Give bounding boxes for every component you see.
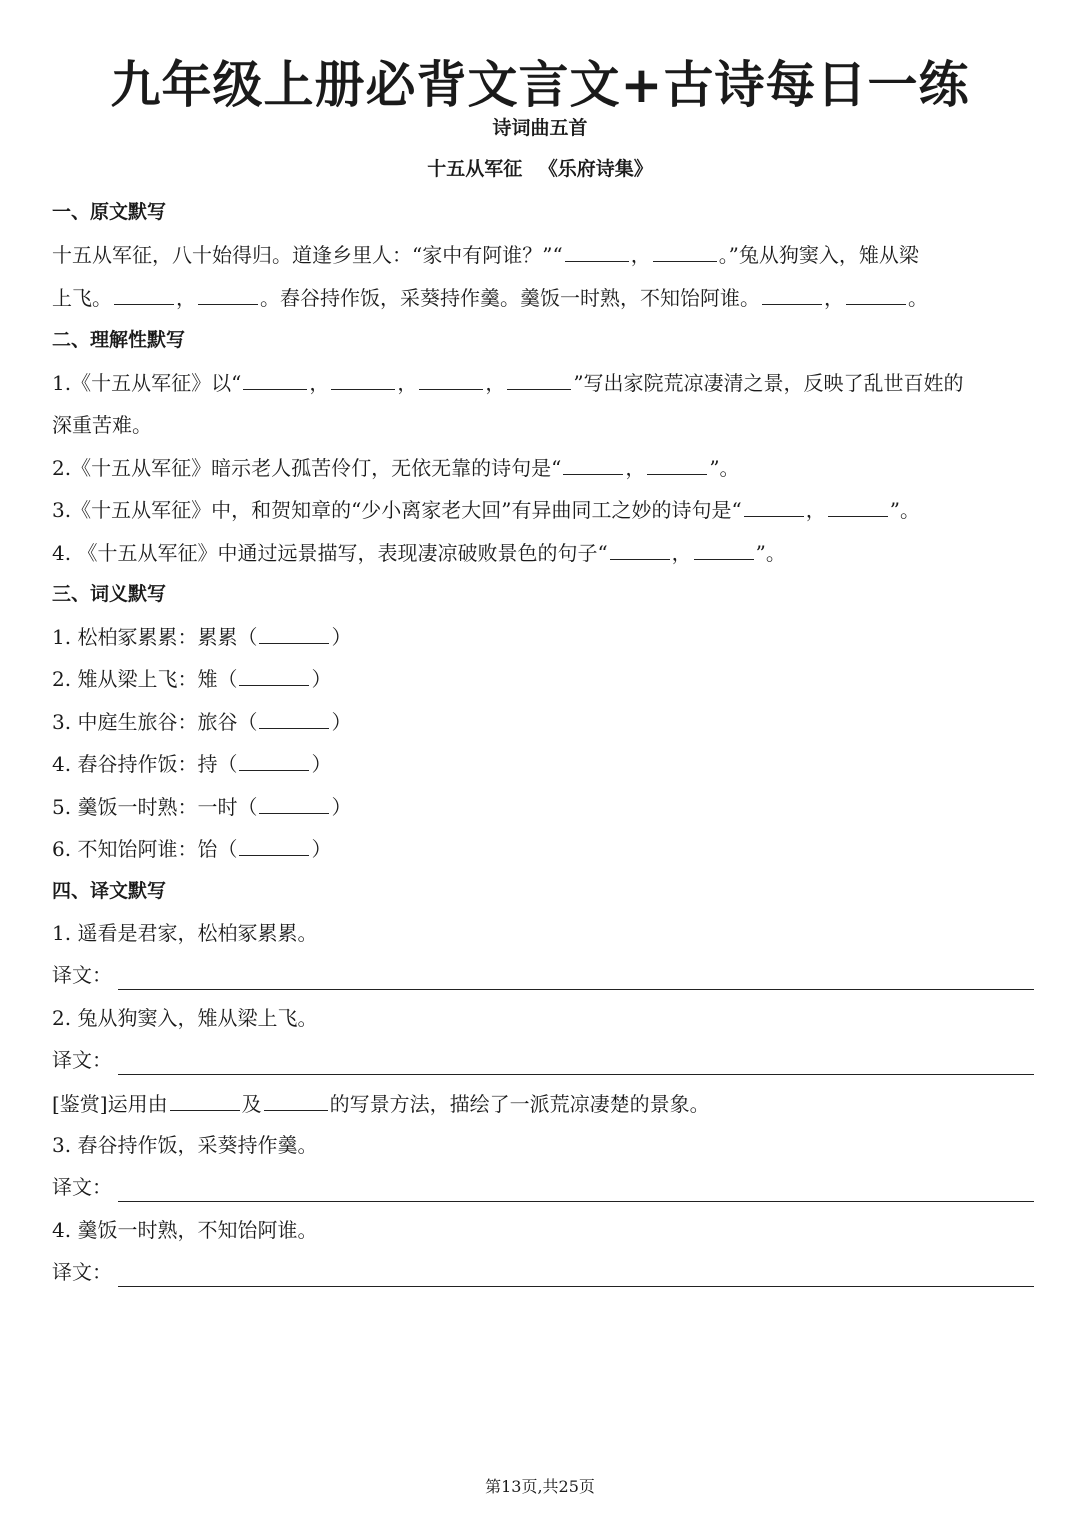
translation-sentence-1: 1. 遥看是君家，松柏冢累累。 — [52, 921, 318, 945]
fill-blank[interactable] — [259, 791, 329, 814]
fill-blank[interactable] — [419, 367, 483, 390]
question-text: ， — [625, 456, 646, 480]
understanding-question-1 — [52, 367, 1034, 398]
fill-blank[interactable] — [243, 367, 307, 390]
recite-text: ， — [824, 286, 844, 310]
word-meaning-item — [52, 748, 1034, 779]
item-number: 3. — [52, 710, 72, 734]
item-text: ） — [311, 667, 332, 691]
fill-blank[interactable] — [198, 282, 258, 305]
translation-answer-row — [52, 1045, 1034, 1075]
question-text: ， — [671, 541, 692, 565]
word-meaning-item — [52, 833, 1034, 864]
question-text: 4. 《十五从军征》中通过远景描写，表现凄凉破败景色的句子“ — [52, 541, 608, 565]
understanding-question-2 — [52, 452, 1034, 483]
question-text: ， — [309, 371, 330, 395]
question-text: ， — [485, 371, 506, 395]
word-meaning-item — [52, 791, 1034, 822]
appreciation-text: 的写景方法，描绘了一派荒凉凄楚的景象。 — [329, 1092, 710, 1116]
fill-blank[interactable] — [170, 1088, 240, 1111]
fill-blank[interactable] — [647, 452, 707, 475]
item-number: 4. — [52, 752, 72, 776]
translation-answer-line[interactable] — [118, 1264, 1034, 1287]
translation-sentence-3: 3. 舂谷持作饭，采葵持作羹。 — [52, 1133, 318, 1157]
fill-blank[interactable] — [565, 239, 629, 262]
word-meaning-item — [52, 663, 1034, 694]
question-text: 1.《十五从军征》以“ — [52, 371, 242, 395]
translation-answer-row — [52, 1172, 1034, 1202]
item-number: 2. — [52, 667, 72, 691]
item-text: 中庭生旅谷：旅谷（ — [77, 710, 258, 734]
fill-blank[interactable] — [239, 663, 309, 686]
recite-line-2 — [52, 282, 1034, 313]
recite-text: ， — [176, 286, 196, 310]
fill-blank[interactable] — [694, 537, 754, 560]
item-text: ） — [311, 752, 332, 776]
recite-line-1 — [52, 239, 1034, 270]
fill-blank[interactable] — [610, 537, 670, 560]
fill-blank[interactable] — [563, 452, 623, 475]
translation-label: 译文： — [52, 1175, 112, 1199]
translation-answer-row — [52, 1257, 1034, 1287]
fill-blank[interactable] — [507, 367, 571, 390]
fill-blank[interactable] — [653, 239, 717, 262]
fill-blank[interactable] — [846, 282, 906, 305]
question-text: 2.《十五从军征》暗示老人孤苦伶仃，无依无靠的诗句是“ — [52, 456, 562, 480]
item-text: ） — [331, 710, 352, 734]
appreciation-line — [52, 1088, 1034, 1119]
recite-text: ， — [630, 243, 651, 267]
fill-blank[interactable] — [762, 282, 822, 305]
item-text: 松柏冢累累：累累（ — [77, 625, 258, 649]
translation-answer-row — [52, 960, 1034, 990]
question-text: ”。 — [709, 456, 740, 480]
understanding-question-1-cont: 深重苦难。 — [52, 413, 152, 437]
item-text: 雉从梁上飞：雉（ — [77, 667, 238, 691]
translation-sentence-4: 4. 羹饭一时熟，不知饴阿谁。 — [52, 1218, 318, 1242]
translation-sentence-2: 2. 兔从狗窦入，雉从梁上飞。 — [52, 1006, 318, 1030]
fill-blank[interactable] — [114, 282, 174, 305]
recite-text: 。 — [908, 286, 928, 310]
question-text: ”。 — [889, 498, 920, 522]
fill-blank[interactable] — [239, 748, 309, 771]
item-text: 不知饴阿谁：饴（ — [77, 837, 238, 861]
section-heading-translation: 四、译文默写 — [52, 880, 167, 902]
translation-answer-line[interactable] — [118, 967, 1034, 990]
recite-text: 。”兔从狗窦入，雉从梁 — [718, 243, 919, 267]
item-number: 5. — [52, 795, 72, 819]
understanding-question-3 — [52, 494, 1034, 525]
section-heading-understanding: 二、理解性默写 — [52, 329, 186, 351]
page-number: 第13页,共25页 — [485, 1477, 595, 1496]
translation-label: 译文： — [52, 1048, 112, 1072]
fill-blank[interactable] — [331, 367, 395, 390]
translation-answer-line[interactable] — [118, 1052, 1034, 1075]
page-title: 九年级上册必背文言文+古诗每日一练 — [110, 56, 970, 114]
recite-text: 上飞。 — [52, 286, 112, 310]
section-heading-recite: 一、原文默写 — [52, 201, 167, 223]
item-text: ） — [311, 837, 332, 861]
item-number: 6. — [52, 837, 72, 861]
section-heading-word-meaning: 三、词义默写 — [52, 583, 167, 605]
fill-blank[interactable] — [259, 706, 329, 729]
recite-text: 。舂谷持作饭，采葵持作羹。羹饭一时熟，不知饴阿谁。 — [260, 286, 760, 310]
page-subtitle: 诗词曲五首 — [492, 117, 588, 139]
item-text: 羹饭一时熟：一时（ — [77, 795, 258, 819]
poem-title: 十五从军征 《乐府诗集》 — [427, 158, 653, 180]
question-text: ”。 — [755, 541, 786, 565]
fill-blank[interactable] — [259, 621, 329, 644]
fill-blank[interactable] — [828, 494, 888, 517]
fill-blank[interactable] — [264, 1088, 328, 1111]
question-text: ”写出家院荒凉凄清之景，反映了乱世百姓的 — [573, 371, 964, 395]
appreciation-text: 及 — [241, 1092, 262, 1116]
word-meaning-item — [52, 621, 1034, 652]
translation-label: 译文： — [52, 963, 112, 987]
item-text: 舂谷持作饭：持（ — [77, 752, 238, 776]
translation-answer-line[interactable] — [118, 1179, 1034, 1202]
fill-blank[interactable] — [239, 833, 309, 856]
appreciation-text: [鉴赏]运用由 — [52, 1092, 168, 1116]
question-text: ， — [805, 498, 826, 522]
item-text: ） — [331, 625, 352, 649]
understanding-question-4 — [52, 537, 1034, 568]
item-text: ） — [331, 795, 352, 819]
fill-blank[interactable] — [744, 494, 804, 517]
question-text: 3.《十五从军征》中，和贺知章的“少小离家老大回”有异曲同工之妙的诗句是“ — [52, 498, 742, 522]
item-number: 1. — [52, 625, 72, 649]
question-text: ， — [397, 371, 418, 395]
word-meaning-item — [52, 706, 1034, 737]
recite-text: 十五从军征，八十始得归。道逢乡里人：“家中有阿谁？”“ — [52, 243, 563, 267]
translation-label: 译文： — [52, 1260, 112, 1284]
